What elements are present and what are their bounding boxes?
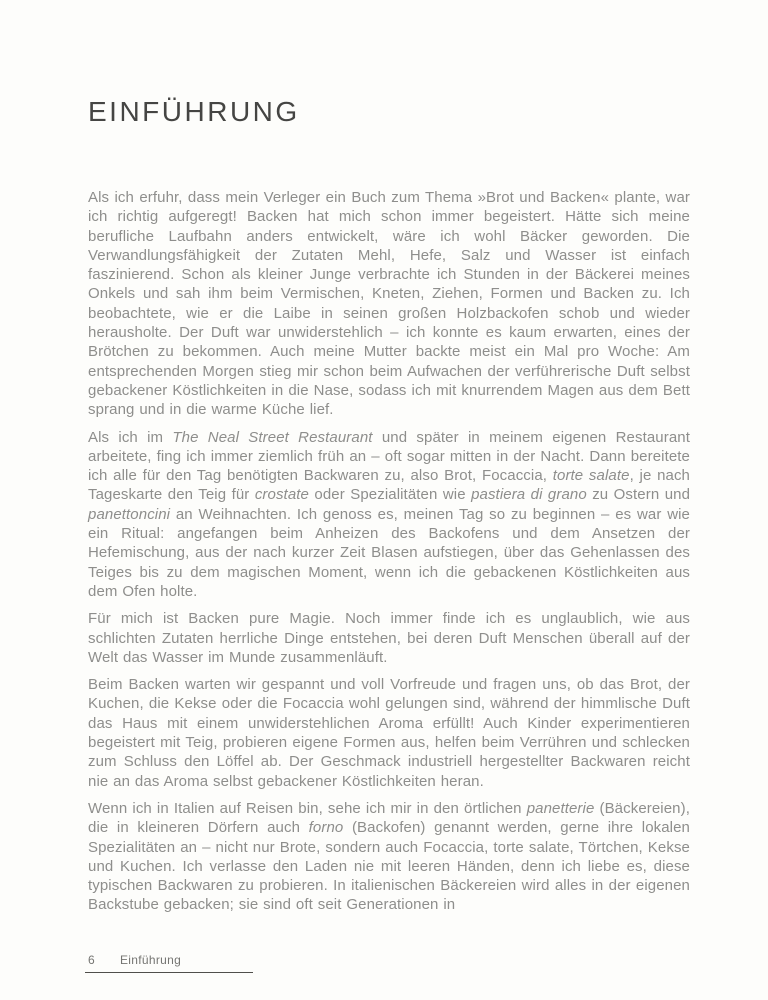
text-run: an Weihnachten. Ich genoss es, meinen Tag so zu beginnen – es war wie ein Ritual: angefangen beim Anheizen des Backofens und dem Ansetzen der Hefemischung, aus der nach kurzer Zeit Blasen aufstiegen, über das Gehenlassen des Teiges bis zu dem magischen Moment, wenn ich die gebackenen Köstlichkeiten aus dem Ofen holte. [88,505,690,600]
italic-phrase: pastiera di grano [471,486,587,504]
text-run: (Backofen) genannt werden, gerne ihre lokalen Spezialitäten an – nicht nur Brote, sondern auch Focaccia, torte salate, Törtchen, Kekse und Kuchen. Ich verlasse den Laden nie mit leeren Händen, denn ich liebe es, diese typischen Backwaren zu probieren. In italienischen Bäckereien wird alles in der eigenen Backstube gebacken; sie sind oft seit Generationen in [88,819,690,914]
text-run: oder Spezialitäten wie [308,486,472,504]
paragraph [88,675,690,791]
paragraph [88,799,690,915]
text-run: Als ich erfuhr, dass mein Verleger ein Buch zum Thema »Brot und Backen« plante, war ich richtig aufgeregt! Backen hat mich schon immer begeistert. Hätte sich meine berufliche Laufbahn anders entwickelt, wäre ich wohl Bäcker geworden. Die Verwandlungsfähigkeit der Zutaten Mehl, Hefe, Salz und Wasser ist einfach faszinierend. Schon als kleiner Junge verbrachte ich Stunden in der Bäckerei meines Onkels und sah ihm beim Vermischen, Kneten, Ziehen, Formen und Backen zu. Ich beobachtete, wie er die Laibe in seinen großen Holzbackofen schob und wieder herausholte. Der Duft war unwiderstehlich – ich konnte es kaum erwarten, eines der Brötchen zu bekommen. Auch meine Mutter backte meist ein Mal pro Woche: Am entsprechenden Morgen stieg mir schon beim Aufwachen der verführerische Duft selbst gebackener Köstlichkeiten in die Nase, sodass ich mit knurrendem Magen aus dem Bett sprang und in die warme Küche lief. [88,189,690,419]
italic-phrase: panettoncini [88,505,171,523]
footer-rule [85,972,253,973]
text-run: Für mich ist Backen pure Magie. Noch immer finde ich es unglaublich, wie aus schlichten Zutaten herrliche Dinge entstehen, bei deren Duft Menschen überall auf der Welt das Wasser im Munde zusammenläuft. [88,610,690,666]
italic-phrase: forno [308,819,344,837]
text-run: Als ich im [88,428,173,446]
footer-section-label: Einführung [120,953,182,967]
paragraph [88,188,690,420]
page-title: EINFÜHRUNG [88,96,300,127]
italic-phrase: torte salate [552,467,630,485]
italic-phrase: The Neal Street Restaurant [172,428,373,446]
body-text [88,188,690,915]
page-number: 6 [88,953,95,967]
italic-phrase: crostate [254,486,309,504]
page-footer [85,953,253,973]
text-run: Wenn ich in Italien auf Reisen bin, sehe ich mir in den örtlichen [88,799,527,817]
paragraph [88,428,690,602]
italic-phrase: panetterie [526,799,595,817]
text-run: , je nach Tageskarte den Teig für [88,467,690,504]
text-run: und später in meinem eigenen Restaurant arbeitete, fing ich immer ziemlich früh an – oft sogar mitten in der Nacht. Dann bereitete ich alle für den Tag benötigten Backwaren zu, also Brot, Focaccia, [88,428,690,485]
footer-row [85,953,253,967]
paragraph [88,609,690,667]
text-run: zu Ostern und [586,486,691,504]
text-run: Beim Backen warten wir gespannt und voll Vorfreude und fragen uns, ob das Brot, der Kuchen, die Kekse oder die Focaccia wohl gelungen sind, während der himmlische Duft das Haus mit einem unwiderstehlichen Aroma erfüllt! Auch Kinder experimentieren begeistert mit Teig, probieren eigene Formen aus, helfen beim Verrühren und schlecken zum Schluss den Löffel ab. Der Geschmack industriell hergestellter Backwaren reicht nie an das Aroma selbst gebackener Köstlichkeiten heran. [88,676,690,790]
text-run: (Bäckereien), die in kleineren Dörfern auch [88,799,690,837]
